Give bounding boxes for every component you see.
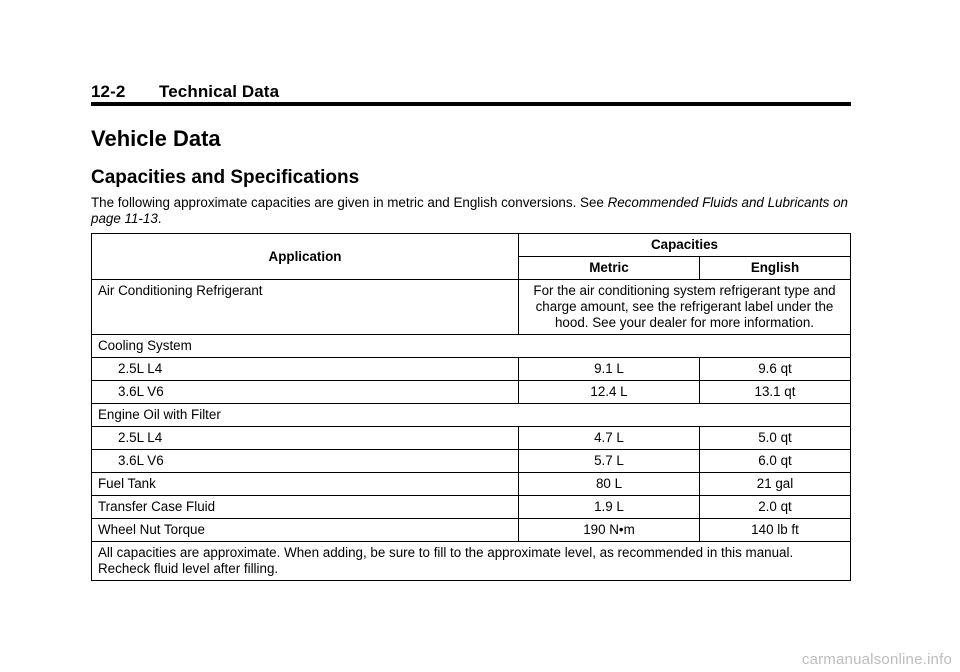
- metric-value: 1.9 L: [519, 496, 700, 519]
- table-row: [92, 427, 851, 450]
- intro-text: The following approximate capacities are given in metric and English conversions. See: [91, 195, 608, 210]
- metric-value: 9.1 L: [519, 358, 700, 381]
- chapter-title: Technical Data: [159, 82, 280, 101]
- table-row: [92, 404, 851, 427]
- row-label: Transfer Case Fluid: [92, 496, 519, 519]
- english-value: 9.6 qt: [700, 358, 851, 381]
- english-value: 2.0 qt: [700, 496, 851, 519]
- english-value: 5.0 qt: [700, 427, 851, 450]
- table-row: [92, 519, 851, 542]
- engine-label: 3.6L V6: [92, 381, 519, 404]
- table-row: [92, 496, 851, 519]
- cross-reference-link[interactable]: Recommended Fluids and Lubricants on page 11-13: [91, 195, 848, 226]
- english-value: 21 gal: [700, 473, 851, 496]
- metric-value: 12.4 L: [519, 381, 700, 404]
- page-number: 12-2: [91, 82, 126, 101]
- row-label: Air Conditioning Refrigerant: [92, 280, 519, 335]
- header-rule: [91, 102, 851, 106]
- table-row: [92, 450, 851, 473]
- engine-label: 2.5L L4: [92, 358, 519, 381]
- english-value: 6.0 qt: [700, 450, 851, 473]
- metric-value: 5.7 L: [519, 450, 700, 473]
- metric-value: 4.7 L: [519, 427, 700, 450]
- engine-label: 2.5L L4: [92, 427, 519, 450]
- engine-label: 3.6L V6: [92, 450, 519, 473]
- row-label: Wheel Nut Torque: [92, 519, 519, 542]
- header-english: English: [700, 257, 851, 280]
- page-header: [91, 82, 279, 102]
- watermark: carmanualsonline.info: [801, 651, 952, 668]
- table-row: [92, 280, 851, 335]
- intro-end: .: [157, 211, 162, 226]
- header-capacities: Capacities: [519, 234, 851, 257]
- table-row: [92, 381, 851, 404]
- refrigerant-note: For the air conditioning system refrigerant type and charge amount, see the refrigerant label under the hood. See your dealer for more information.: [519, 280, 851, 335]
- group-label: Engine Oil with Filter: [92, 404, 851, 427]
- table-row: [92, 473, 851, 496]
- section-title: Vehicle Data: [91, 126, 221, 151]
- metric-value: 190 N•m: [519, 519, 700, 542]
- subsection-title: Capacities and Specifications: [91, 167, 360, 188]
- intro-paragraph: [91, 195, 851, 227]
- group-label: Cooling System: [92, 335, 851, 358]
- table-row: [92, 335, 851, 358]
- footer-note: All capacities are approximate. When adding, be sure to fill to the approximate level, as recommended in this manual. Recheck fluid level after filling.: [92, 542, 851, 581]
- capacities-table: [91, 233, 851, 581]
- row-label: Fuel Tank: [92, 473, 519, 496]
- english-value: 140 lb ft: [700, 519, 851, 542]
- header-metric: Metric: [519, 257, 700, 280]
- table-header-row: [92, 234, 851, 257]
- table-row: [92, 358, 851, 381]
- english-value: 13.1 qt: [700, 381, 851, 404]
- table-footer-row: [92, 542, 851, 581]
- metric-value: 80 L: [519, 473, 700, 496]
- header-application: Application: [92, 234, 519, 280]
